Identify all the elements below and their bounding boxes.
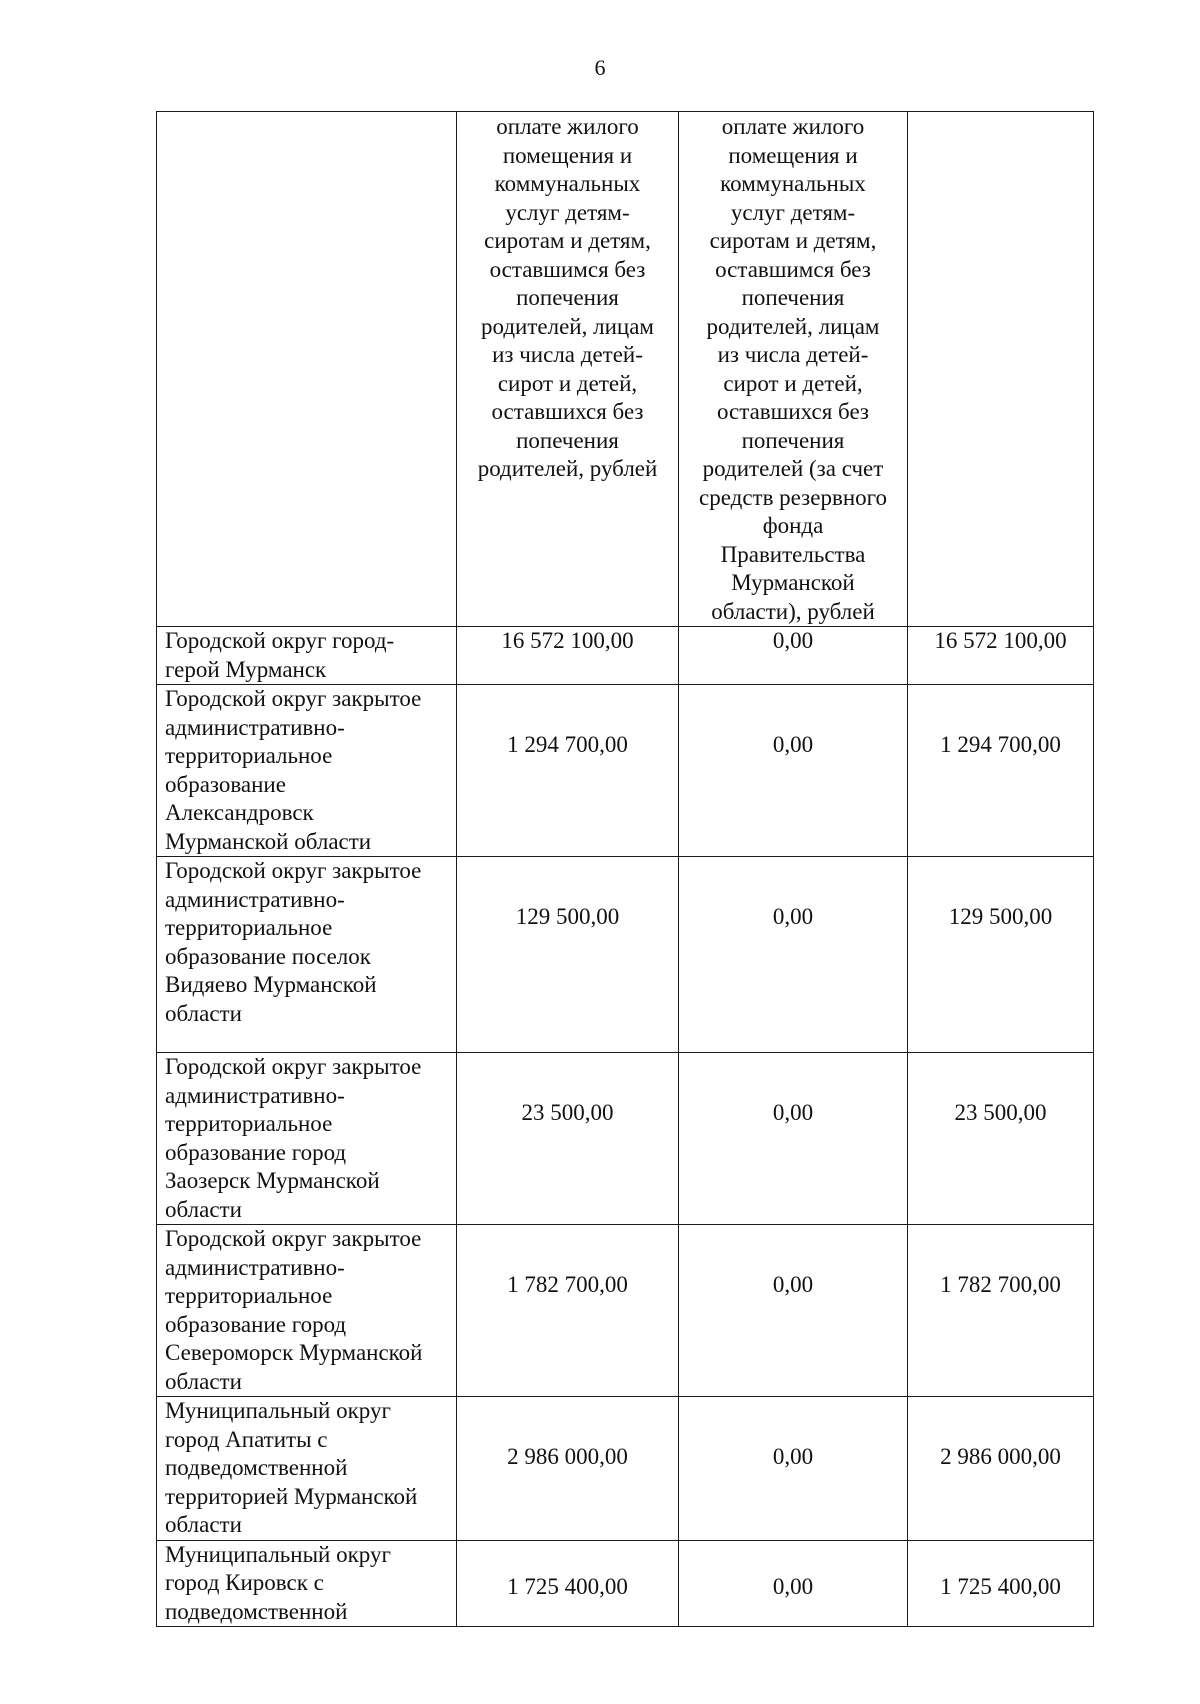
amount-cell — [457, 1397, 679, 1541]
amount-cell — [457, 685, 679, 857]
reserve-amount-value: 0,00 — [772, 1100, 814, 1125]
total-value: 1 782 700,00 — [940, 1272, 1061, 1297]
table-row — [157, 1397, 1094, 1541]
reserve-amount-value: 0,00 — [772, 628, 814, 653]
header-cell-reserve-fund — [679, 112, 908, 627]
municipality-cell — [157, 627, 457, 685]
header-cell-total — [908, 112, 1094, 627]
amount-value: 1 294 700,00 — [507, 732, 628, 757]
table-row — [157, 1225, 1094, 1397]
header-col3-label: оплате жилого помещения и коммунальных услуг детям- сиротам и детям, оставшимся без попечения родителей, лицам из числа детей- сирот и детей, оставшихся без попечения родителей (за счет средств резервного фонда Правительства Мурманской области), рублей — [699, 114, 887, 624]
reserve-amount-value: 0,00 — [772, 1573, 814, 1599]
header-cell-subvention — [457, 112, 679, 627]
municipality-cell — [157, 1053, 457, 1225]
table-row — [157, 685, 1094, 857]
municipality-name: Городской округ закрытое административно- территориальное образование город Заозерск Мурманской области — [165, 1054, 422, 1222]
reserve-amount-cell — [679, 1053, 908, 1225]
reserve-amount-cell — [679, 685, 908, 857]
total-cell — [908, 1225, 1094, 1397]
municipality-name: Городской округ закрытое административно- территориальное образование поселок Видяево Мурманской области — [165, 858, 422, 1026]
total-cell — [908, 685, 1094, 857]
total-value: 23 500,00 — [954, 1100, 1047, 1125]
reserve-amount-value: 0,00 — [772, 732, 814, 757]
reserve-amount-value: 0,00 — [772, 1444, 814, 1469]
total-cell — [908, 627, 1094, 685]
total-value: 129 500,00 — [948, 904, 1053, 929]
table-row — [157, 1540, 1094, 1627]
municipality-cell — [157, 685, 457, 857]
total-value: 2 986 000,00 — [940, 1444, 1061, 1469]
reserve-amount-cell — [679, 1540, 908, 1627]
total-value: 1 725 400,00 — [940, 1573, 1061, 1599]
amount-value: 23 500,00 — [521, 1100, 614, 1125]
municipality-cell — [157, 1225, 457, 1397]
table-row — [157, 1053, 1094, 1225]
table-row — [157, 857, 1094, 1053]
amount-value: 2 986 000,00 — [507, 1444, 628, 1469]
amount-cell — [457, 1540, 679, 1627]
reserve-amount-value: 0,00 — [772, 904, 814, 929]
reserve-amount-cell — [679, 857, 908, 1053]
page-number: 6 — [594, 55, 606, 80]
amount-value: 1 782 700,00 — [507, 1272, 628, 1297]
table-header-row — [157, 112, 1094, 627]
total-cell — [908, 1397, 1094, 1541]
municipality-cell — [157, 857, 457, 1053]
amount-cell — [457, 627, 679, 685]
table-row — [157, 627, 1094, 685]
municipality-name: Муниципальный округ город Апатиты с подведомственной территорией Мурманской области — [165, 1398, 418, 1537]
allocation-table — [156, 111, 1094, 1627]
header-cell-municipality — [157, 112, 457, 627]
amount-value: 16 572 100,00 — [501, 628, 634, 653]
municipality-name: Городской округ закрытое административно- территориальное образование город Североморск Мурманской области — [165, 1226, 423, 1394]
amount-value: 129 500,00 — [515, 904, 620, 929]
reserve-amount-value: 0,00 — [772, 1272, 814, 1297]
municipality-name: Муниципальный округ город Кировск с подведомственной — [165, 1541, 391, 1624]
municipality-cell — [157, 1540, 457, 1627]
reserve-amount-cell — [679, 627, 908, 685]
municipality-cell — [157, 1397, 457, 1541]
total-value: 16 572 100,00 — [934, 628, 1067, 653]
total-cell — [908, 1053, 1094, 1225]
reserve-amount-cell — [679, 1397, 908, 1541]
total-value: 1 294 700,00 — [940, 732, 1061, 757]
amount-cell — [457, 1225, 679, 1397]
amount-value: 1 725 400,00 — [507, 1573, 628, 1599]
municipality-name: Городской округ город- герой Мурманск — [165, 628, 395, 682]
amount-cell — [457, 857, 679, 1053]
reserve-amount-cell — [679, 1225, 908, 1397]
total-cell — [908, 1540, 1094, 1627]
total-cell — [908, 857, 1094, 1053]
amount-cell — [457, 1053, 679, 1225]
municipality-name: Городской округ закрытое административно- территориальное образование Александровск Мурманской области — [165, 686, 422, 854]
header-col2-label: оплате жилого помещения и коммунальных услуг детям- сиротам и детям, оставшимся без попечения родителей, лицам из числа детей- сирот и детей, оставшихся без попечения родителей, рублей — [477, 114, 658, 481]
